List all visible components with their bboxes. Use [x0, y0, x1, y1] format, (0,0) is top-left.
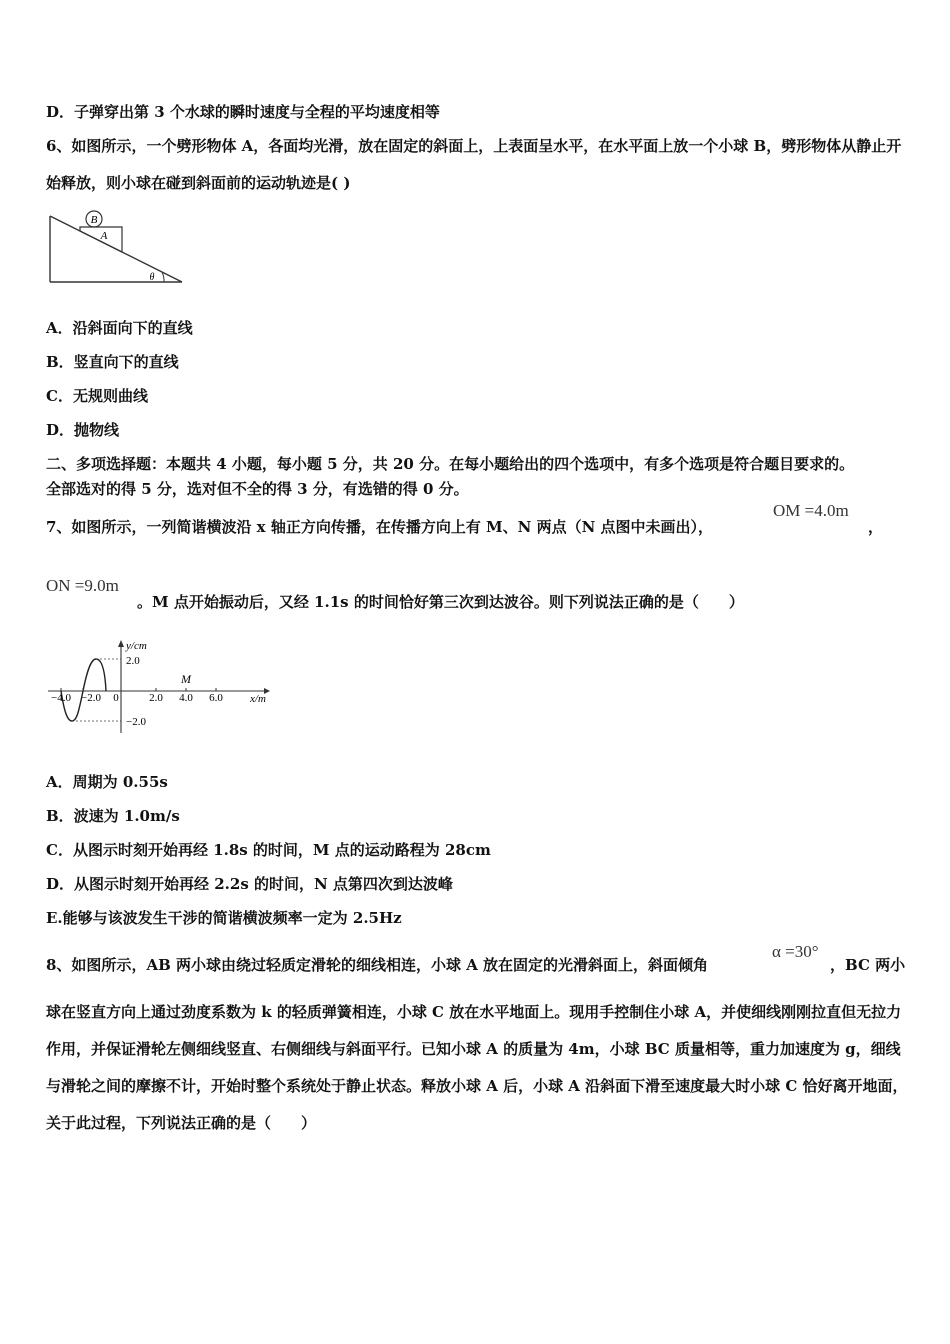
q6-option-b: B．竖直向下的直线	[46, 353, 179, 371]
x-tick-6: 6.0	[209, 692, 223, 704]
q8-stem-part1: 8、如图所示，AB 两小球由绕过轻质定滑轮的细线相连，小球 A 放在固定的光滑斜面上，斜面倾角	[46, 956, 709, 974]
point-m-label: M	[181, 672, 191, 686]
q6-incline-figure	[46, 208, 186, 288]
q6-option-a: A．沿斜面向下的直线	[46, 319, 193, 337]
section2-heading-line1: 二、多项选择题：本题共 4 小题，每小题 5 分，共 20 分。在每小题给出的四个选项中，有多个选项是符合题目要求的。	[46, 455, 855, 473]
y-tick-2: 2.0	[126, 655, 140, 667]
x-axis-label: x/m	[250, 693, 266, 705]
x-tick-neg2: −2.0	[81, 692, 101, 704]
q7-comma: ，	[868, 518, 884, 536]
q6-stem: 6、如图所示，一个劈形物体 A，各面均光滑，放在固定的斜面上，上表面呈水平，在水平面上放一个小球 B，劈形物体从静止开始释放，则小球在碰到斜面前的运动轨迹是( )	[46, 137, 902, 192]
x-tick-neg4: −4.0	[51, 692, 71, 704]
x-tick-0: 0	[113, 692, 119, 704]
x-tick-2: 2.0	[149, 692, 163, 704]
q7-option-d: D．从图示时刻开始再经 2.2s 的时间，N 点第四次到达波峰	[46, 875, 453, 893]
y-axis-label: y/cm	[126, 640, 147, 652]
q7-formula-on: ON =9.0m	[46, 576, 119, 595]
q7-option-c: C．从图示时刻开始再经 1.8s 的时间，M 点的运动路程为 28cm	[46, 841, 491, 859]
ball-b-label: B	[90, 214, 98, 226]
q7-formula-om: OM =4.0m	[773, 501, 849, 520]
q7-stem-part2: 。M 点开始振动后，又经 1.1s 的时间恰好第三次到达波谷。则下列说法正确的是（ ）	[137, 593, 744, 611]
y-tick-neg2: −2.0	[126, 716, 146, 728]
q6-option-d: D．抛物线	[46, 421, 120, 439]
angle-label: θ	[149, 272, 155, 283]
q7-wave-figure	[46, 635, 278, 740]
y-axis-arrow	[118, 640, 124, 647]
q7-option-e: E.能够与该波发生干涉的简谐横波频率一定为 2.5Hz	[46, 909, 402, 927]
x-tick-4: 4.0	[179, 692, 193, 704]
q8-body: 球在竖直方向上通过劲度系数为 k 的轻质弹簧相连，小球 C 放在水平地面上。现用手控制住小球 A，并使细线刚刚拉直但无拉力作用，并保证滑轮左侧细线竖直、右侧细线与斜面平行。已知小球 A 的质量为 4m，小球 BC 质量相等，重力加速度为 g，细线与滑轮之间的摩擦不计，开始时整个系统处于静止状态。释放小球 A 后，小球 A 沿斜面下滑至速度最大时小球 C 恰好离开地面，关于此过程，下列说法正确的是（ ）	[46, 1003, 908, 1132]
q8-formula-alpha: α =30°	[772, 942, 819, 961]
q6-option-c: C．无规则曲线	[46, 387, 148, 405]
q5-option-d: D．子弹穿出第 3 个水球的瞬时速度与全程的平均速度相等	[46, 103, 440, 121]
q7-option-a: A．周期为 0.55s	[46, 773, 168, 791]
section2-heading-line2: 全部选对的得 5 分，选对但不全的得 3 分，有选错的得 0 分。	[46, 480, 469, 498]
q7-stem-part1: 7、如图所示，一列简谐横波沿 x 轴正方向传播，在传播方向上有 M、N 两点（N 点图中未画出），	[46, 518, 714, 536]
q7-option-b: B．波速为 1.0m/s	[46, 807, 180, 825]
wedge-a-label: A	[100, 230, 108, 242]
q8-stem-part2: ，BC 两小	[830, 956, 906, 974]
